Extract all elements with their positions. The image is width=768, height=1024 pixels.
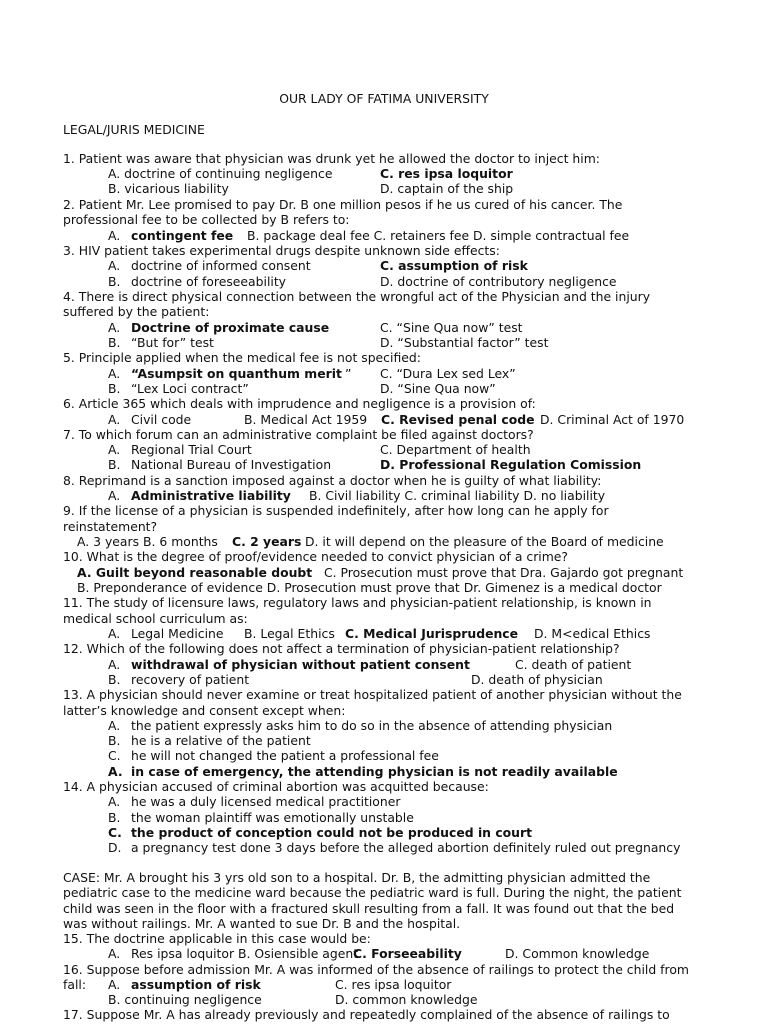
question-2: 2. Patient Mr. Lee promised to pay Dr. B one million pesos if he us cured of his cancer. The: [63, 197, 623, 212]
q5-letter-a: A.: [108, 366, 121, 381]
question-13: 13. A physician should never examine or treat hospitalized patient of another physician without the: [63, 687, 682, 702]
question-12: 12. Which of the following does not affect a termination of physician-patient relationship?: [63, 641, 620, 656]
q1-option-d: D. captain of the ship: [380, 181, 514, 196]
q2-options-bcd: B. package deal fee C. retainers fee D. simple contractual fee: [247, 228, 630, 243]
q12-option-d: D. death of physician: [471, 672, 603, 687]
university-title: OUR LADY OF FATIMA UNIVERSITY: [279, 91, 489, 106]
question-2-cont: professional fee to be collected by B refers to:: [63, 212, 350, 227]
q14-option-d: a pregnancy test done 3 days before the alleged abortion definitely ruled out pregnancy: [131, 840, 681, 855]
q6-option-b: B. Medical Act 1959: [244, 412, 368, 427]
q9-option-c-answer: C. 2 years: [232, 534, 302, 549]
q8-options-bcd: B. Civil liability C. criminal liability D. no liability: [309, 488, 606, 503]
q11-option-c-answer: C. Medical Jurisprudence: [345, 626, 519, 641]
q3-option-d: D. doctrine of contributory negligence: [380, 274, 617, 289]
q9-options-ab: A. 3 years B. 6 months: [77, 534, 218, 549]
q15-options-ab: Res ipsa loquitor B. Osiensible agent: [131, 946, 359, 961]
q15-option-d: D. Common knowledge: [505, 946, 650, 961]
q7-letter-b: B.: [108, 457, 121, 472]
q6-option-a: Civil code: [131, 412, 192, 427]
q10-options-bd: B. Preponderance of evidence D. Prosecution must prove that Dr. Gimenez is a medical doctor: [77, 580, 662, 595]
question-9-cont: reinstatement?: [63, 519, 158, 534]
q7-option-c: C. Department of health: [380, 442, 531, 457]
question-10: 10. What is the degree of proof/evidence needed to convict physician of a crime?: [63, 549, 569, 564]
q5-option-a-answer: “Asumpsit on quanthum merit: [131, 366, 342, 381]
q4-option-b: “But for” test: [131, 335, 214, 350]
q14-letter-d: D.: [108, 840, 122, 855]
q5-letter-b: B.: [108, 381, 121, 396]
q1-option-b: B. vicarious liability: [108, 181, 229, 196]
q12-letter-b: B.: [108, 672, 121, 687]
question-15: 15. The doctrine applicable in this case would be:: [63, 931, 371, 946]
subject-heading: LEGAL/JURIS MEDICINE: [63, 122, 205, 137]
q12-option-c: C. death of patient: [515, 657, 632, 672]
q5-option-d: D. “Sine Qua now”: [380, 381, 496, 396]
q4-option-d: D. “Substantial factor” test: [380, 335, 549, 350]
q16-option-b: B. continuing negligence: [108, 992, 262, 1007]
q9-option-d: D. it will depend on the pleasure of the Board of medicine: [305, 534, 664, 549]
q13-option-c: he will not changed the patient a professional fee: [131, 748, 439, 763]
q15-option-c-answer: C. Forseeability: [353, 946, 462, 961]
q5-option-c: C. “Dura Lex sed Lex”: [380, 366, 516, 381]
question-11-cont: medical school curriculum as:: [63, 611, 248, 626]
q8-letter-a: A.: [108, 488, 121, 503]
q14-letter-b: B.: [108, 810, 121, 825]
q16-option-c: C. res ipsa loquitor: [335, 977, 452, 992]
q11-option-a: Legal Medicine: [131, 626, 224, 641]
case-paragraph-line-2: pediatric case to the medicine ward because the pediatric ward is full. During the night, the patient: [63, 885, 682, 900]
q1-option-c-answer: C. res ipsa loquitor: [380, 166, 513, 181]
q1-option-a: A. doctrine of continuing negligence: [108, 166, 333, 181]
q4-option-a-answer: Doctrine of proximate cause: [131, 320, 330, 335]
question-7: 7. To which forum can an administrative complaint be filed against doctors?: [63, 427, 534, 442]
question-1: 1. Patient was aware that physician was drunk yet he allowed the doctor to inject him:: [63, 151, 600, 166]
q6-option-c-answer: C. Revised penal code: [381, 412, 535, 427]
q3-letter-a: A.: [108, 258, 121, 273]
q12-letter-a: A.: [108, 657, 121, 672]
case-paragraph-line-4: was without railings. Mr. A wanted to sue Dr. B and the hospital.: [63, 916, 461, 931]
q5-option-a-close-quote: ”: [345, 366, 352, 381]
q14-letter-c: C.: [108, 825, 122, 840]
q8-option-a-answer: Administrative liability: [131, 488, 291, 503]
q5-option-b: “Lex Loci contract”: [131, 381, 249, 396]
q4-letter-b: B.: [108, 335, 121, 350]
q7-option-a: Regional Trial Court: [131, 442, 252, 457]
q14-option-c-answer: the product of conception could not be produced in court: [131, 825, 533, 840]
q16-letter-a: A.: [108, 977, 121, 992]
q7-option-d-answer: D. Professional Regulation Comission: [380, 457, 642, 472]
question-13-cont: latter’s knowledge and consent except when:: [63, 703, 346, 718]
q3-option-b: doctrine of foreseeability: [131, 274, 287, 289]
question-8: 8. Reprimand is a sanction imposed against a doctor when he is guilty of what liability:: [63, 473, 602, 488]
q13-letter-c: C.: [108, 748, 121, 763]
q14-option-b: the woman plaintiff was emotionally unstable: [131, 810, 414, 825]
q14-letter-a: A.: [108, 794, 121, 809]
q15-letter-a: A.: [108, 946, 121, 961]
case-paragraph-line-3: child was seen in the floor with a fractured skull resulting from a fall. It was found out that the bed: [63, 901, 675, 916]
q11-letter-a: A.: [108, 626, 121, 641]
q10-option-a-answer: A. Guilt beyond reasonable doubt: [77, 565, 313, 580]
question-17: 17. Suppose Mr. A has already previously and repeatedly complained of the absence of railings to: [63, 1007, 670, 1022]
q16-option-d: D. common knowledge: [335, 992, 478, 1007]
q7-option-b: National Bureau of Investigation: [131, 457, 332, 472]
q16-option-a-answer: assumption of risk: [131, 977, 261, 992]
q10-option-c: C. Prosecution must prove that Dra. Gajardo got pregnant: [324, 565, 684, 580]
q13-option-a: the patient expressly asks him to do so in the absence of attending physician: [131, 718, 613, 733]
q7-letter-a: A.: [108, 442, 121, 457]
q3-letter-b: B.: [108, 274, 121, 289]
q3-option-c-answer: C. assumption of risk: [380, 258, 528, 273]
question-4: 4. There is direct physical connection between the wrongful act of the Physician and the injury: [63, 289, 651, 304]
q13-option-b: he is a relative of the patient: [131, 733, 311, 748]
q13-option-answer: in case of emergency, the attending physician is not readily available: [131, 764, 618, 779]
q6-letter-a: A.: [108, 412, 121, 427]
q4-option-c: C. “Sine Qua now” test: [380, 320, 523, 335]
q2-letter-a: A.: [108, 228, 121, 243]
question-6: 6. Article 365 which deals with imprudence and negligence is a provision of:: [63, 396, 536, 411]
case-paragraph-line-1: CASE: Mr. A brought his 3 yrs old son to a hospital. Dr. B, the admitting physician admitted the: [63, 870, 651, 885]
q12-option-a-answer: withdrawal of physician without patient consent: [131, 657, 470, 672]
question-11: 11. The study of licensure laws, regulatory laws and physician-patient relationship, is known in: [63, 595, 652, 610]
q13-letter-b: B.: [108, 733, 121, 748]
q11-option-b: B. Legal Ethics: [244, 626, 335, 641]
question-16-cont: fall:: [63, 977, 87, 992]
question-4-cont: suffered by the patient:: [63, 304, 210, 319]
question-9: 9. If the license of a physician is suspended indefinitely, after how long can he apply for: [63, 503, 609, 518]
q13-letter-a: A.: [108, 718, 121, 733]
question-14: 14. A physician accused of criminal abortion was acquitted because:: [63, 779, 489, 794]
question-3: 3. HIV patient takes experimental drugs despite unknown side effects:: [63, 243, 500, 258]
q13-letter-a2: A.: [108, 764, 123, 779]
q4-letter-a: A.: [108, 320, 121, 335]
q3-option-a: doctrine of informed consent: [131, 258, 311, 273]
q6-option-d: D. Criminal Act of 1970: [540, 412, 685, 427]
q14-option-a: he was a duly licensed medical practitioner: [131, 794, 401, 809]
q11-option-d: D. M<edical Ethics: [534, 626, 651, 641]
q12-option-b: recovery of patient: [131, 672, 250, 687]
question-5: 5. Principle applied when the medical fee is not specified:: [63, 350, 421, 365]
question-16: 16. Suppose before admission Mr. A was informed of the absence of railings to protect the child from: [63, 962, 689, 977]
q2-option-a-answer: contingent fee: [131, 228, 234, 243]
